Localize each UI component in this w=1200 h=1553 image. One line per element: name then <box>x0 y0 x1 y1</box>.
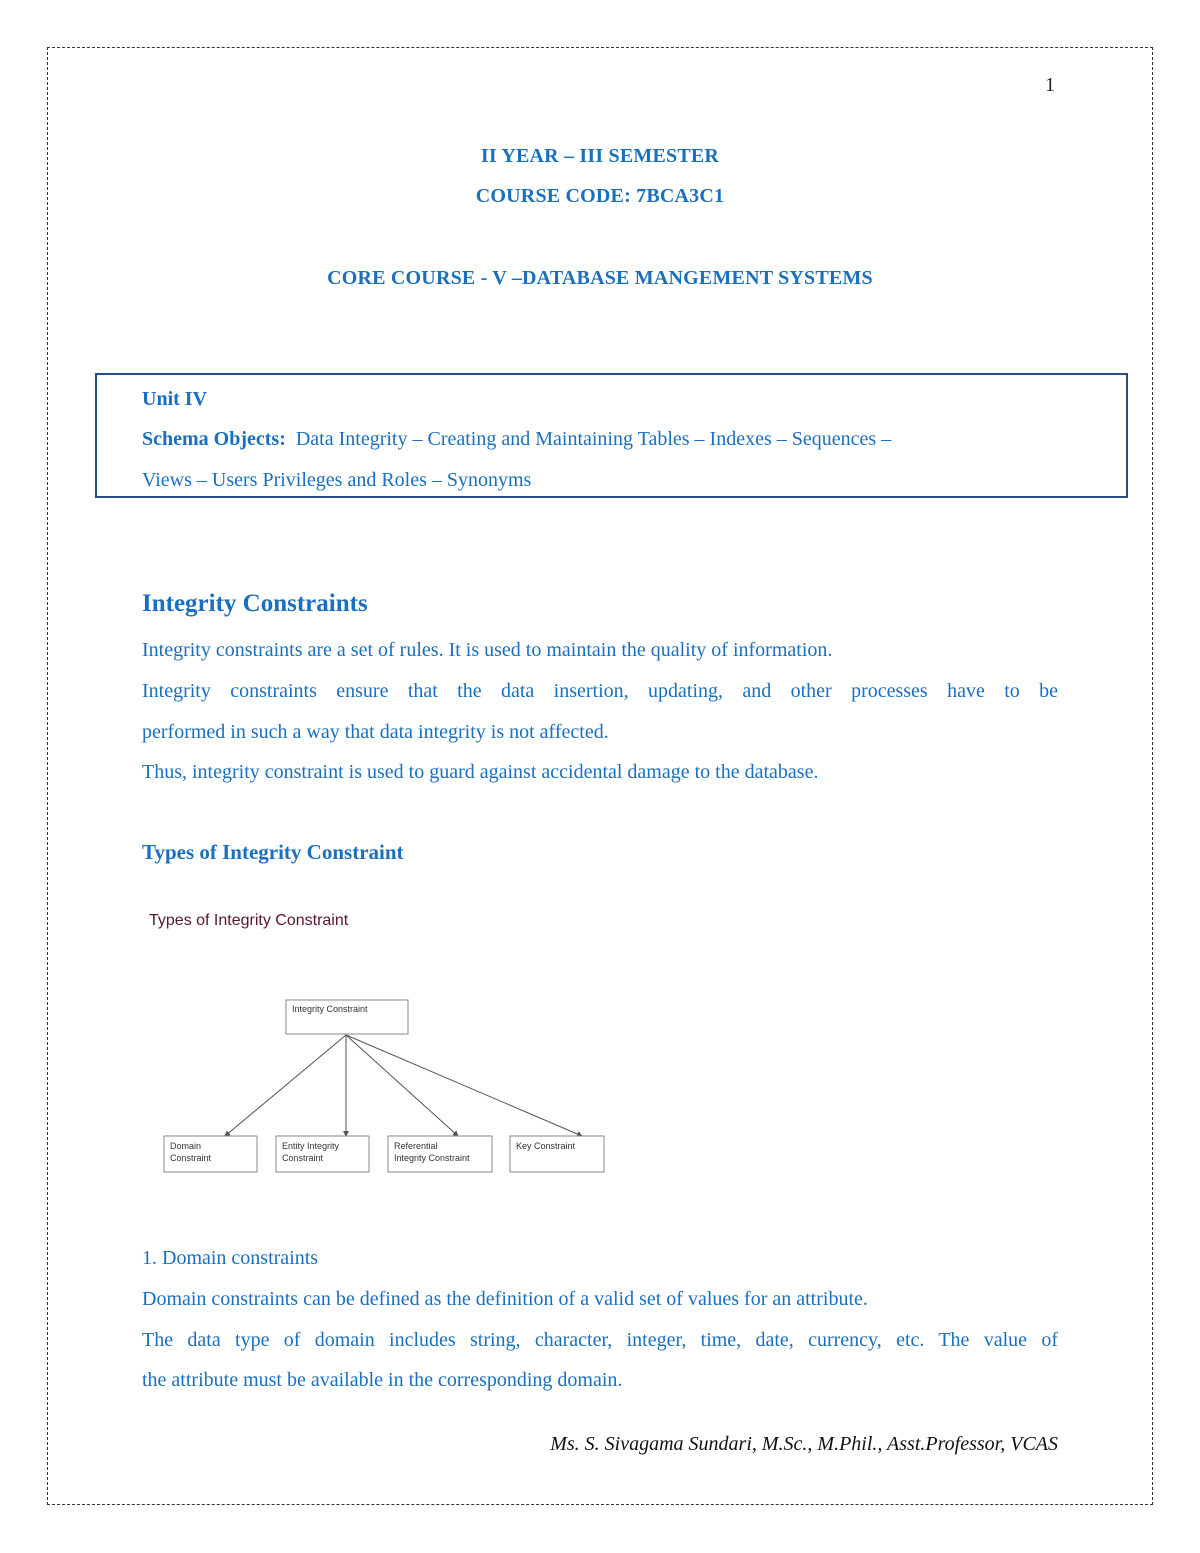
section-title: Integrity Constraints <box>142 590 368 617</box>
schema-objects-line <box>142 428 891 451</box>
edge-key <box>346 1035 582 1136</box>
section-para3: Thus, integrity constraint is used to guard against accidental damage to the database. <box>142 761 819 783</box>
domain-node-line2: Constraint <box>170 1153 212 1163</box>
referential-node-line1: Referential <box>394 1141 438 1151</box>
types-heading: Types of Integrity Constraint <box>142 840 404 864</box>
course-code-heading: COURSE CODE: 7BCA3C1 <box>475 185 725 207</box>
schema-topics-line1: Data Integrity – Creating and Maintaining Tables – Indexes – Sequences – <box>295 428 892 450</box>
domain-para1: Domain constraints can be defined as the definition of a valid set of values for an attribute. <box>142 1288 868 1310</box>
schema-objects-label: Schema Objects: <box>142 428 286 450</box>
entity-node-line2: Constraint <box>282 1153 324 1163</box>
domain-node-line1: Domain <box>170 1141 202 1151</box>
unit-label: Unit IV <box>142 388 208 410</box>
key-node-line1: Key Constraint <box>516 1141 576 1151</box>
section-para2-line2: performed in such a way that data integrity is not affected. <box>142 721 609 743</box>
page-number: 1 <box>1045 74 1055 96</box>
edge-domain <box>225 1035 346 1136</box>
year-semester-heading: II YEAR – III SEMESTER <box>480 145 720 167</box>
course-title-heading: CORE COURSE - V –DATABASE MANGEMENT SYSTEMS <box>327 267 873 289</box>
figure-title: Types of Integrity Constraint <box>149 912 349 929</box>
root-node-label: Integrity Constraint <box>292 1004 368 1014</box>
domain-para2-line1: The data type of domain includes string, character, integer, time, date, currency, etc. The value of <box>142 1329 1058 1351</box>
footer-author: Ms. S. Sivagama Sundari, M.Sc., M.Phil., Asst.Professor, VCAS <box>550 1433 1058 1455</box>
integrity-constraint-diagram <box>150 990 620 1185</box>
entity-node-line1: Entity Integrity <box>282 1141 340 1151</box>
schema-topics-line2: Views – Users Privileges and Roles – Synonyms <box>142 469 532 491</box>
domain-para2-line2: the attribute must be available in the corresponding domain. <box>142 1369 623 1391</box>
section-para2-line1: Integrity constraints ensure that the data insertion, updating, and other processes have to be <box>142 680 1058 702</box>
edge-referential <box>346 1035 458 1136</box>
section-para1: Integrity constraints are a set of rules. It is used to maintain the quality of information. <box>142 639 833 661</box>
domain-heading: 1. Domain constraints <box>142 1247 319 1269</box>
referential-node-line2: Integrity Constraint <box>394 1153 470 1163</box>
